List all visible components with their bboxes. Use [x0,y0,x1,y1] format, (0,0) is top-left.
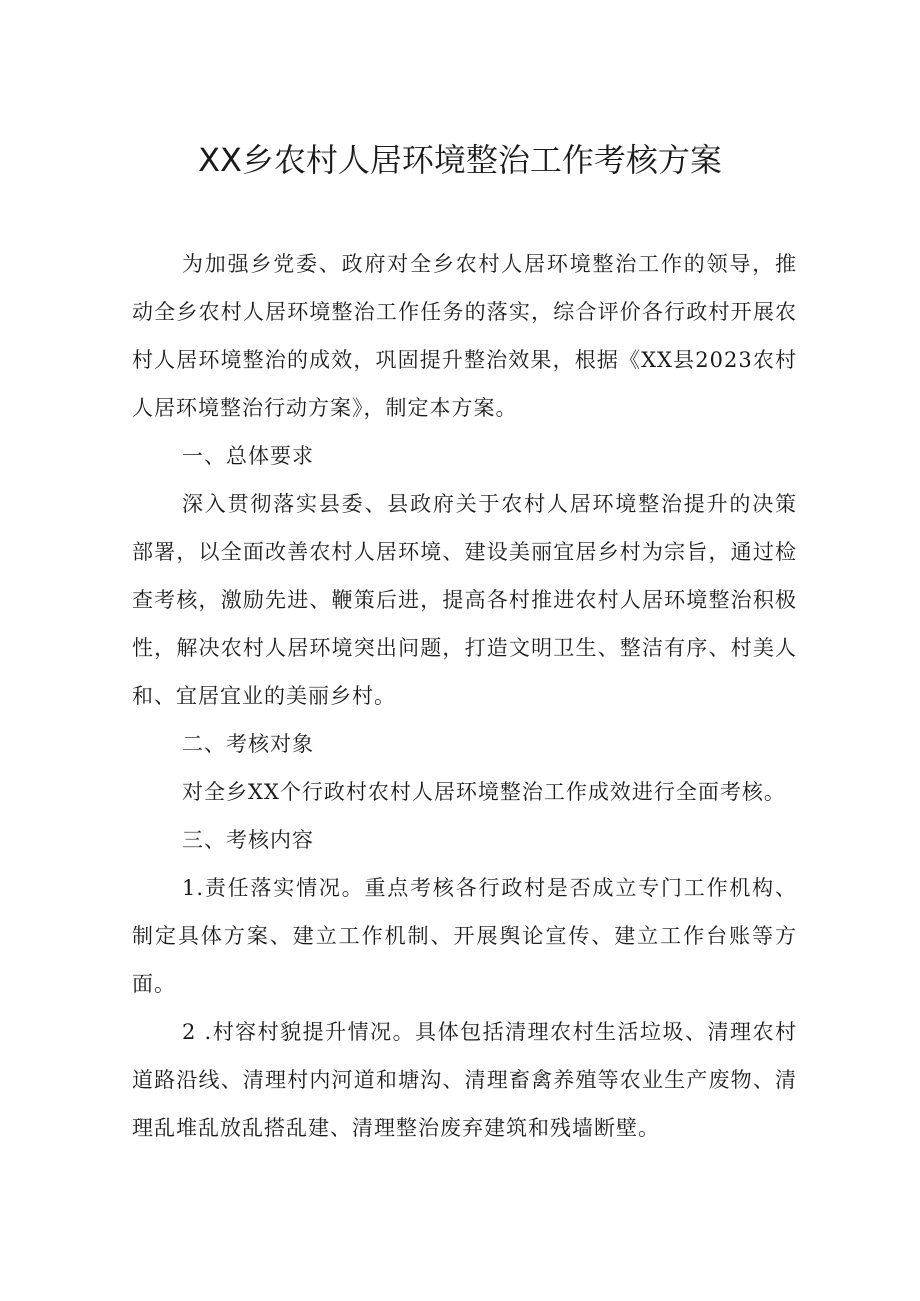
document-title: XX乡农村人居环境整治工作考核方案 [198,141,722,179]
section-text-assessment-target: 对全乡XX个行政村农村人居环境整治工作成效进行全面考核。 [182,780,786,804]
section-text-general-requirements: 深入贯彻落实县委、县政府关于农村人居环境整治提升的决策部署，以全面改善农村人居环境、建设美丽宜居乡村为宗旨，通过检查考核，激励先进、鞭策后进，提高各村推进农村人居环境整治积极性，解决农村人居环境突出问题，打造文明卫生、整洁有序、村美人和、宜居宜业的美丽乡村。 [132,492,797,708]
section-heading-assessment-content: 三、考核内容 [182,828,314,852]
intro-paragraph: 为加强乡党委、政府对全乡农村人居环境整治工作的领导，推动全乡农村人居环境整治工作任务的落实，综合评价各行政村开展农村人居环境整治的成效，巩固提升整治效果，根据《XX县2023农村人居环境整治行动方案》，制定本方案。 [132,252,797,420]
document-body [132,240,797,1152]
assessment-item-village-appearance: 2 .村容村貌提升情况。具体包括清理农村生活垃圾、清理农村道路沿线、清理村内河道和塘沟、清理畜禽养殖等农业生产废物、清理乱堆乱放乱搭乱建、清理整治废弃建筑和残墙断壁。 [132,1020,797,1140]
section-heading-assessment-target: 二、考核对象 [182,732,314,756]
assessment-item-responsibility: 1.责任落实情况。重点考核各行政村是否成立专门工作机构、制定具体方案、建立工作机制、开展舆论宣传、建立工作台账等方面。 [132,876,797,996]
section-heading-general-requirements: 一、总体要求 [182,444,314,468]
